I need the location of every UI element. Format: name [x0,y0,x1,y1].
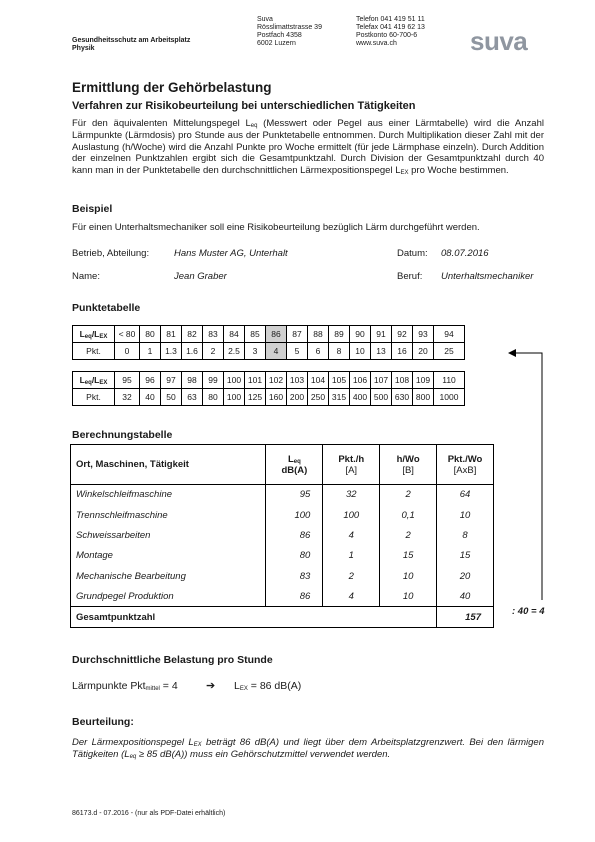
table-cell: 89 [329,326,350,343]
table-cell: 1000 [434,389,465,406]
table-cell: 87 [287,326,308,343]
pkt-header: Pkt. [73,389,115,406]
leq-header: $L_{eq}/L_{EX}$ [73,372,115,389]
table-cell: 315 [329,389,350,406]
beurteilung-text: Der Lärmexpositionspegel $L_{EX}$ beträgt 86 dB(A) und liegt über dem Arbeitsplatzgrenzwert. Bei den lärmigen Tätigkeiten ($L_{eq} \ge 85$ dB(A)) muss ein Gehörschutzmittel verwendet werden. [72,737,544,760]
table-cell: 3 [245,343,266,360]
example-text: Für einen Unterhaltsmechaniker soll eine Risikobeurteilung bezüglich Lärm durchgeführt werden. [72,222,480,233]
table-cell: 16 [392,343,413,360]
berechnungstabelle [70,444,494,628]
cell-pkth: 1 [323,546,380,566]
table-cell: 96 [140,372,161,389]
lookup-arrow [500,345,560,607]
table-cell: 2 [203,343,224,360]
table-row [71,586,494,606]
table-cell: 102 [266,372,287,389]
intro-paragraph: Für den äquivalenten Mittelungspegel $L_{eq}$ (Messwert oder Pegel aus einer Lärmtabelle) wird die Anzahl Lärmpunkte (Lärmdosis) pro Stunde aus der Punktetabelle entnommen. Durch Multiplikation dieser Zahl mit der Auslastung (h/Woche) wird die Anzahl Punkte pro Woche ermittelt (für jede Lärmphase einzeln). Durch Addition der einzelnen Punktzahlen ergibt sich die Gesamtpunktzahl. Durch Division der Gesamtpunktzahl durch 40 kann man in der Punktetabelle den durchschnittlichen Lärmexpositionspegel $L_{EX}$ pro Woche bestimmen. [72,118,544,177]
table-row [71,485,494,505]
org-line1: Gesundheitsschutz am Arbeitsplatz [72,37,191,44]
example-heading: Beispiel [72,203,113,215]
table-cell: 80 [203,389,224,406]
footer-text: 86173.d - 07.2016 - (nur als PDF-Datei erhältlich) [72,810,226,817]
table-cell: 101 [245,372,266,389]
table-cell: 104 [308,372,329,389]
table-cell: 32 [115,389,140,406]
cell-leq: 86 [266,586,323,606]
total-value: 157 [437,607,494,627]
leq-header: $L_{eq}/L_{EX}$ [73,326,115,343]
betrieb-value: Hans Muster AG, Unterhalt [174,248,288,259]
suva-logo: suva [470,26,528,56]
cell-name: Mechanische Bearbeitung [71,566,266,586]
cell-hwo: 10 [380,566,437,586]
table-cell: 40 [140,389,161,406]
beruf-label: Beruf: [397,271,423,282]
cell-pkth: 100 [323,505,380,525]
cell-pkth: 32 [323,485,380,505]
table-cell: 105 [329,372,350,389]
table-cell: 4 [266,343,287,360]
cell-pktwo: 20 [437,566,494,586]
table-cell: 95 [115,372,140,389]
table-cell: 90 [350,326,371,343]
cell-pktwo: 8 [437,525,494,545]
beruf-value: Unterhaltsmechaniker [441,271,534,282]
arrow-icon: ➔ [206,680,216,692]
table-cell: 5 [287,343,308,360]
cell-name: Montage [71,546,266,566]
table-cell: 63 [182,389,203,406]
table-cell: 94 [434,326,465,343]
name-value: Jean Graber [174,271,227,282]
table-cell: 82 [182,326,203,343]
col-hwo: h/Wo [B] [380,445,437,485]
betrieb-label: Betrieb, Abteilung: [72,248,150,259]
table-cell: 1 [140,343,161,360]
table-cell: 160 [266,389,287,406]
table-cell: 1.6 [182,343,203,360]
table-cell: 85 [245,326,266,343]
cell-name: Grundpegel Produktion [71,586,266,606]
cell-leq: 100 [266,505,323,525]
table-cell: 50 [161,389,182,406]
cell-pkth: 4 [323,525,380,545]
contact-line: Postkonto 60-700-6 [356,32,418,39]
cell-leq: 80 [266,546,323,566]
table-cell: 630 [392,389,413,406]
table-cell: 106 [350,372,371,389]
table-cell: 93 [413,326,434,343]
laermpunkte-line: Lärmpunkte Pkt$_{mittel}$ = 4 [72,680,178,692]
table-cell: 88 [308,326,329,343]
address-block [257,16,322,48]
cell-leq: 95 [266,485,323,505]
lex-result: $L_{EX} = 86$ dB(A) [234,680,302,692]
cell-hwo: 2 [380,485,437,505]
cell-hwo: 10 [380,586,437,606]
table-cell: 108 [392,372,413,389]
col-leq: $L_{eq}$ dB(A) [266,445,323,485]
table-cell: 13 [371,343,392,360]
cell-name: Trennschleifmaschine [71,505,266,525]
table-cell: 110 [434,372,465,389]
datum-value: 08.07.2016 [441,248,489,259]
table-cell: < 80 [115,326,140,343]
cell-pktwo: 15 [437,546,494,566]
table-cell: 8 [329,343,350,360]
contact-line: www.suva.ch [356,40,397,47]
total-label: Gesamtpunktzahl [71,607,437,627]
address-line: Rösslimattstrasse 39 [257,24,322,31]
address-line: Postfach 4358 [257,32,302,39]
berechnung-heading: Berechnungstabelle [72,429,173,441]
table-cell: 81 [161,326,182,343]
cell-hwo: 15 [380,546,437,566]
table-row [71,546,494,566]
address-line: Suva [257,16,273,23]
table-cell: 6 [308,343,329,360]
table-cell: 500 [371,389,392,406]
punktetabelle-heading: Punktetabelle [72,302,141,314]
division-result: : 40 = 4 [512,606,545,617]
table-row [71,505,494,525]
durchschnitt-heading: Durchschnittliche Belastung pro Stunde [72,654,273,666]
contact-block [356,16,425,48]
table-cell: 0 [115,343,140,360]
table-cell: 80 [140,326,161,343]
pkt-header: Pkt. [73,343,115,360]
table-cell: 83 [203,326,224,343]
cell-pktwo: 40 [437,586,494,606]
table-cell: 97 [161,372,182,389]
org-name [72,37,190,53]
table-cell: 125 [245,389,266,406]
table-cell: 100 [224,372,245,389]
table-row [71,566,494,586]
datum-label: Datum: [397,248,428,259]
col-pktwo: Pkt./Wo [AxB] [437,445,494,485]
cell-pktwo: 64 [437,485,494,505]
col-ort: Ort, Maschinen, Tätigkeit [71,445,266,485]
contact-line: Telefon 041 419 51 11 [356,16,425,23]
table-cell: 98 [182,372,203,389]
table-cell: 86 [266,326,287,343]
table-cell: 200 [287,389,308,406]
beurteilung-heading: Beurteilung: [72,716,134,728]
table-cell: 10 [350,343,371,360]
table-cell: 107 [371,372,392,389]
page-title: Ermittlung der Gehörbelastung [72,80,272,95]
cell-leq: 86 [266,525,323,545]
name-label: Name: [72,271,100,282]
table-cell: 400 [350,389,371,406]
table-cell: 800 [413,389,434,406]
table-cell: 91 [371,326,392,343]
org-line2: Physik [72,45,95,52]
address-line: 6002 Luzern [257,40,296,47]
table-cell: 2.5 [224,343,245,360]
cell-pkth: 2 [323,566,380,586]
table-cell: 20 [413,343,434,360]
contact-line: Telefax 041 419 62 13 [356,24,425,31]
cell-leq: 83 [266,566,323,586]
table-cell: 25 [434,343,465,360]
table-cell: 103 [287,372,308,389]
punktetabelle-2 [72,371,465,406]
table-cell: 100 [224,389,245,406]
cell-name: Schweissarbeiten [71,525,266,545]
table-cell: 250 [308,389,329,406]
table-cell: 1.3 [161,343,182,360]
table-cell: 99 [203,372,224,389]
table-cell: 84 [224,326,245,343]
cell-hwo: 2 [380,525,437,545]
cell-pkth: 4 [323,586,380,606]
table-cell: 109 [413,372,434,389]
page-subtitle: Verfahren zur Risikobeurteilung bei unterschiedlichen Tätigkeiten [72,100,416,112]
cell-pktwo: 10 [437,505,494,525]
punktetabelle-1 [72,325,465,360]
table-cell: 92 [392,326,413,343]
col-pkth: Pkt./h [A] [323,445,380,485]
table-row [71,525,494,545]
cell-name: Winkelschleifmaschine [71,485,266,505]
cell-hwo: 0,1 [380,505,437,525]
